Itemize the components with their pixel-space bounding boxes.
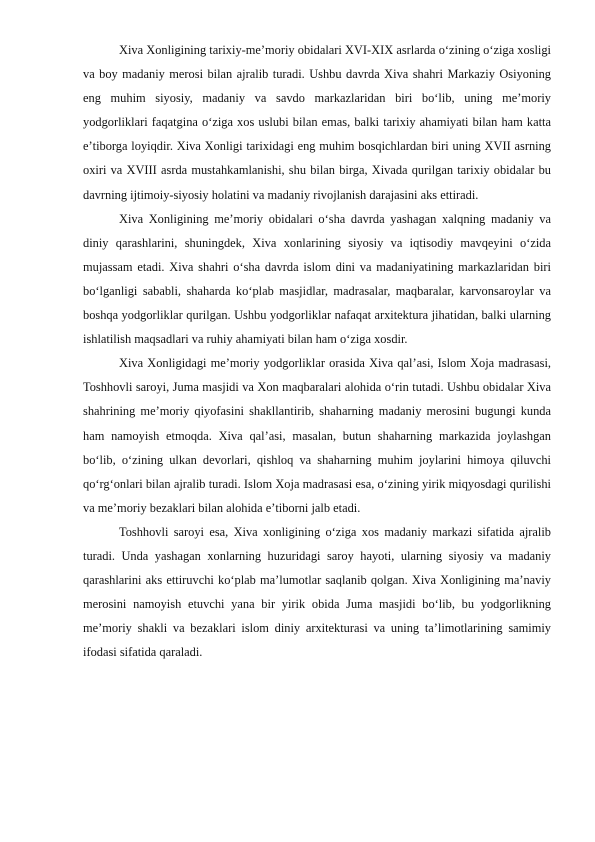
paragraph-1: Xiva Xonligining tarixiy-meʼmoriy obidalari XVI-XIX asrlarda oʻzining oʻziga xosligi va boy madaniy merosi bilan ajralib turadi. Ushbu davrda Xiva shahri Markaziy Osiyoning eng muhim siyosiy, madaniy va savdo markazlaridan biri boʻlib, uning meʼmoriy yodgorliklari faqatgina oʻziga xos uslubi bilan emas, balki tarixiy ahamiyati bilan ham katta eʼtiborga loyiqdir. Xiva Xonligi tarixidagi eng muhim bosqichlardan biri uning XVII asrning oxiri va XVIII asrda mustahkamlanishi, shu bilan birga, Xivada qurilgan tarixiy obidalar bu davrning ijtimoiy-siyosiy holatini va madaniy rivojlanish darajasini aks ettiradi. [83, 43, 551, 202]
paragraph-2: Xiva Xonligining meʼmoriy obidalari oʻsha davrda yashagan xalqning madaniy va diniy qarashlarini, shuningdek, Xiva xonlarining siyosiy va iqtisodiy mavqeyini oʻzida mujassam etadi. Xiva shahri oʻsha davrda islom dini va madaniyatining markazlaridan biri boʻlganligi sababli, shaharda koʻplab masjidlar, madrasalar, maqbaralar, karvonsaroylar va boshqa yodgorliklar qurilgan. Ushbu yodgorliklar nafaqat arxitektura jihatidan, balki ularning ishlatilish maqsadlari va ruhiy ahamiyati bilan ham oʻziga xosdir. [83, 211, 551, 347]
paragraph-4: Toshhovli saroyi esa, Xiva xonligining oʻziga xos madaniy markazi sifatida ajralib turadi. Unda yashagan xonlarning huzuridagi saroy hayoti, ularning siyosiy va madaniy qarashlarini aks ettiruvchi koʻplab maʼlumotlar saqlanib qolgan. Xiva Xonligining maʼnaviy merosini namoyish etuvchi yana bir yirik obida Juma masjidi boʻlib, bu yodgorlikning meʼmoriy shakli va bezaklari islom diniy arxitekturasi va uning taʼlimotlarining samimiy ifodasi sifatida qaraladi. [83, 524, 551, 660]
document-body [83, 38, 551, 664]
paragraph-3: Xiva Xonligidagi meʼmoriy yodgorliklar orasida Xiva qalʼasi, Islom Xoja madrasasi, Toshhovli saroyi, Juma masjidi va Xon maqbaralari alohida oʻrin tutadi. Ushbu obidalar Xiva shahrining meʼmoriy qiyofasini shakllantirib, shaharning madaniy merosini bugungi kunda ham namoyish etmoqda. Xiva qalʼasi, masalan, butun shaharning markazida joylashgan boʻlib, oʻzining ulkan devorlari, qishloq va shaharning muhim joylarini himoya qiluvchi qoʻrgʻonlari bilan ajralib turadi. Islom Xoja madrasasi esa, oʻzining yirik miqyosdagi qurilishi va meʼmoriy bezaklari bilan alohida eʼtiborni jalb etadi. [83, 356, 551, 515]
